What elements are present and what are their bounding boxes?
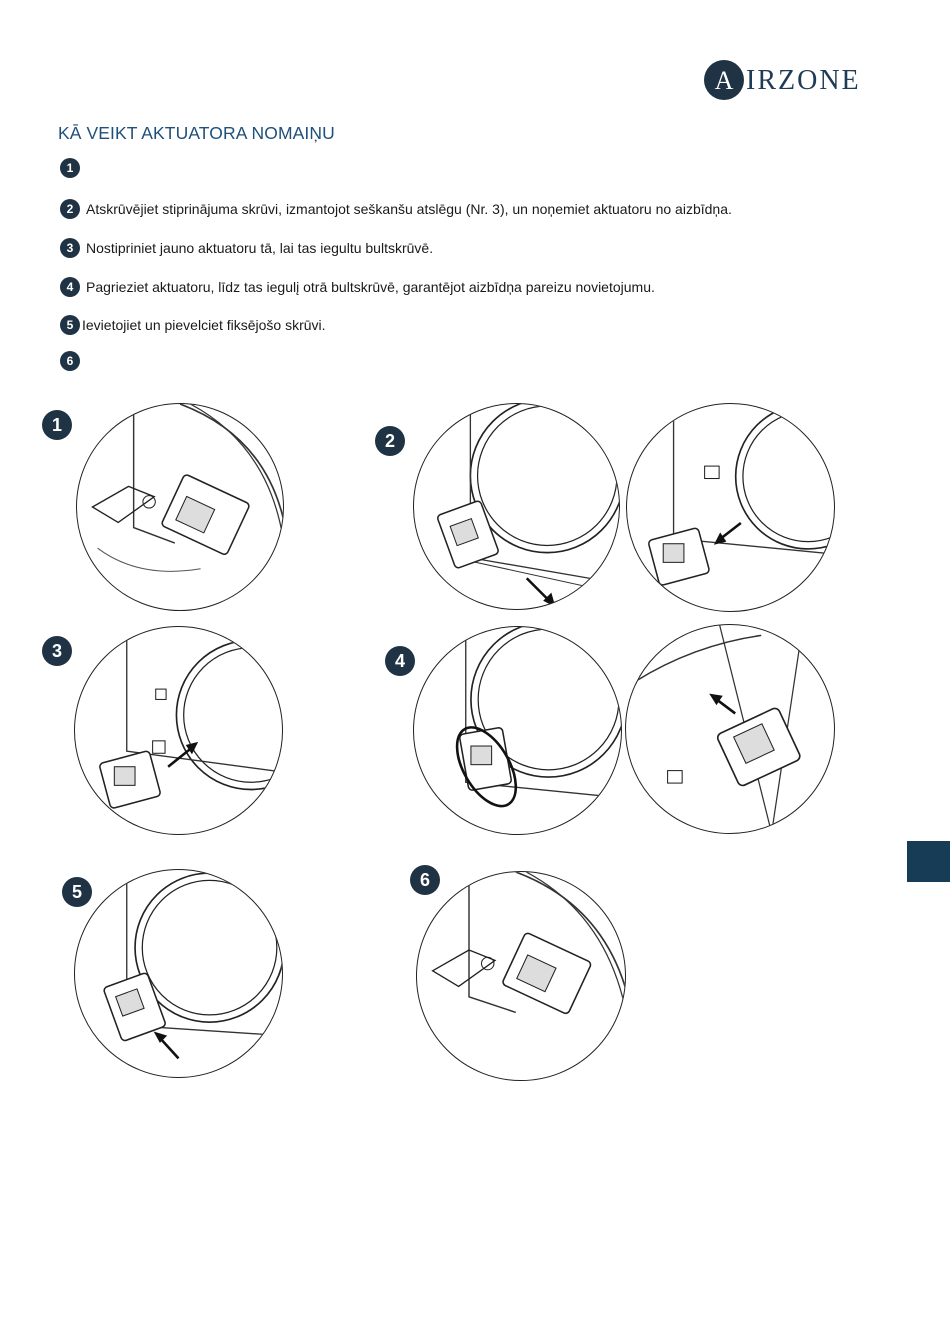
- step-4: [60, 276, 655, 298]
- step-number: 5: [60, 315, 80, 335]
- figure-badge-4: 4: [385, 646, 415, 676]
- logo-wordmark: IRZONE: [746, 65, 861, 96]
- illustration-step-1: [76, 403, 284, 611]
- step-text: Nostipriniet jauno aktuatoru tā, lai tas iegultu bultskrūvē.: [86, 240, 434, 256]
- step-number: 1: [60, 158, 80, 178]
- step-number: 4: [60, 277, 80, 297]
- illustration-step-2a: [413, 403, 620, 610]
- step-text: Pagrieziet aktuatoru, līdz tas iegulį otrā bultskrūvē, garantējot aizbīdņa pareizu novietojumu.: [86, 279, 655, 295]
- logo-letter: A: [714, 66, 734, 95]
- illustration-step-3: [74, 626, 283, 835]
- step-5: [60, 314, 326, 336]
- page-title: KĀ VEIKT AKTUATORA NOMAIŅU: [58, 123, 335, 143]
- step-number: 6: [60, 351, 80, 371]
- illustration-step-5: [74, 869, 283, 1078]
- actuator-drawing-icon: [414, 404, 619, 609]
- step-6: [60, 350, 86, 372]
- actuator-drawing-icon: [626, 625, 834, 833]
- figure-badge-5: 5: [62, 877, 92, 907]
- step-number: 2: [60, 199, 80, 219]
- actuator-drawing-icon: [414, 627, 621, 834]
- logo-circle-icon: [704, 58, 744, 102]
- figure-badge-2: 2: [375, 426, 405, 456]
- illustration-step-2b: [626, 403, 835, 612]
- section-side-tab: [907, 841, 950, 882]
- step-number: 3: [60, 238, 80, 258]
- actuator-drawing-icon: [627, 404, 834, 611]
- airzone-logo: [704, 56, 874, 104]
- illustration-step-4b: [625, 624, 835, 834]
- step-3: [60, 237, 433, 259]
- figure-badge-6: 6: [410, 865, 440, 895]
- illustration-step-4a: [413, 626, 622, 835]
- figure-badge-3: 3: [42, 636, 72, 666]
- step-2: [60, 198, 732, 220]
- step-1: [60, 157, 86, 179]
- actuator-drawing-icon: [75, 627, 282, 834]
- figure-badge-1: 1: [42, 410, 72, 440]
- actuator-drawing-icon: [417, 872, 625, 1080]
- actuator-drawing-icon: [77, 404, 283, 610]
- actuator-drawing-icon: [75, 870, 282, 1077]
- illustration-step-6: [416, 871, 626, 1081]
- step-text: Atskrūvējiet stiprinājuma skrūvi, izmantojot seškanšu atslēgu (Nr. 3), un noņemiet aktuatoru no aizbīdņa.: [86, 201, 732, 217]
- step-text: Ievietojiet un pievelciet fiksējošo skrūvi.: [82, 317, 326, 333]
